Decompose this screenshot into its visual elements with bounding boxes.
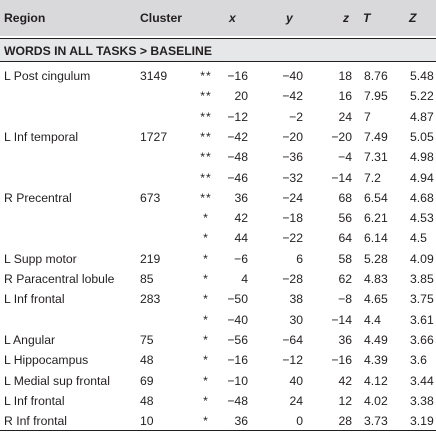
- cell-region: L Hippocampus: [4, 353, 89, 367]
- cell-y: −24: [282, 191, 303, 205]
- cell-significance: **: [200, 171, 212, 185]
- cell-significance: *: [203, 414, 209, 428]
- section-bottom-rule: [0, 61, 436, 62]
- cell-y: 0: [296, 414, 303, 428]
- cell-significance: **: [200, 191, 212, 205]
- cell-x: 44: [234, 231, 248, 245]
- cell-z: 58: [338, 252, 352, 266]
- cell-cluster: 85: [140, 272, 154, 286]
- cell-significance: **: [200, 150, 212, 164]
- cell-T: 4.02: [364, 394, 388, 408]
- cell-significance: *: [203, 313, 209, 327]
- cell-cluster: 48: [140, 353, 154, 367]
- cell-cluster: 69: [140, 374, 154, 388]
- cell-Z: 3.6: [410, 353, 427, 367]
- cell-region: L Supp motor: [4, 252, 77, 266]
- cell-Z: 4.87: [410, 110, 434, 124]
- cell-z: −16: [331, 353, 352, 367]
- cell-x: −16: [227, 353, 248, 367]
- cell-Z: 4.94: [410, 171, 434, 185]
- section-title: WORDS IN ALL TASKS > BASELINE: [4, 44, 212, 58]
- cell-y: −64: [282, 333, 303, 347]
- cell-T: 7: [364, 110, 371, 124]
- cell-y: −36: [282, 150, 303, 164]
- header-region: Region: [4, 11, 46, 25]
- cell-T: 6.14: [364, 231, 388, 245]
- cell-z: 64: [338, 231, 352, 245]
- cell-x: −10: [227, 374, 248, 388]
- cell-significance: *: [203, 394, 209, 408]
- cell-x: −40: [227, 313, 248, 327]
- cell-Z: 4.53: [410, 211, 434, 225]
- cell-y: −32: [282, 171, 303, 185]
- cell-x: 36: [234, 414, 248, 428]
- cell-significance: *: [203, 252, 209, 266]
- cell-z: 12: [338, 394, 352, 408]
- cell-x: −50: [227, 292, 248, 306]
- cell-y: −28: [282, 272, 303, 286]
- cell-T: 4.49: [364, 333, 388, 347]
- cell-z: 56: [338, 211, 352, 225]
- cell-region: L Inf frontal: [4, 394, 65, 408]
- cell-significance: *: [203, 353, 209, 367]
- cell-Z: 3.44: [410, 374, 434, 388]
- cell-significance: *: [203, 333, 209, 347]
- cell-significance: **: [200, 130, 212, 144]
- cell-T: 4.65: [364, 292, 388, 306]
- cell-cluster: 673: [140, 191, 161, 205]
- cell-x: 42: [234, 211, 248, 225]
- cell-x: −16: [227, 69, 248, 83]
- cell-z: −8: [338, 292, 352, 306]
- cell-Z: 3.75: [410, 292, 434, 306]
- cell-z: 42: [338, 374, 352, 388]
- cell-T: 4.39: [364, 353, 388, 367]
- cell-y: −22: [282, 231, 303, 245]
- cell-z: −20: [331, 130, 352, 144]
- cell-significance: *: [203, 374, 209, 388]
- cell-z: −14: [331, 171, 352, 185]
- cell-Z: 3.85: [410, 272, 434, 286]
- cell-Z: 4.68: [410, 191, 434, 205]
- cell-x: −6: [234, 252, 248, 266]
- cell-y: −20: [282, 130, 303, 144]
- cell-cluster: 219: [140, 252, 161, 266]
- cell-Z: 4.5: [410, 231, 427, 245]
- cell-Z: 4.98: [410, 150, 434, 164]
- cell-y: 6: [296, 252, 303, 266]
- cell-region: L Angular: [4, 333, 56, 347]
- cell-Z: 4.09: [410, 252, 434, 266]
- cell-y: −42: [282, 89, 303, 103]
- cell-y: −2: [289, 110, 303, 124]
- cell-region: L Medial sup frontal: [4, 374, 110, 388]
- cell-T: 4.4: [364, 313, 381, 327]
- cell-T: 7.95: [364, 89, 388, 103]
- table-header: [0, 0, 436, 36]
- cell-z: 68: [338, 191, 352, 205]
- cell-cluster: 48: [140, 394, 154, 408]
- header-cluster: Cluster: [140, 11, 182, 25]
- cell-Z: 5.05: [410, 130, 434, 144]
- cell-cluster: 75: [140, 333, 154, 347]
- cell-cluster: 3149: [140, 69, 168, 83]
- cell-Z: 5.48: [410, 69, 434, 83]
- cell-significance: **: [200, 69, 212, 83]
- cell-significance: *: [203, 292, 209, 306]
- table-bottom-rule: [0, 430, 436, 431]
- cell-z: 16: [338, 89, 352, 103]
- cell-z: 62: [338, 272, 352, 286]
- cell-T: 6.21: [364, 211, 388, 225]
- cell-Z: 3.19: [410, 414, 434, 428]
- cell-Z: 3.61: [410, 313, 434, 327]
- cell-y: −40: [282, 69, 303, 83]
- cell-region: L Post cingulum: [4, 69, 91, 83]
- cell-cluster: 1727: [140, 130, 168, 144]
- cell-T: 7.2: [364, 171, 381, 185]
- cell-y: −18: [282, 211, 303, 225]
- header-x: x: [229, 11, 236, 25]
- cell-x: −48: [227, 394, 248, 408]
- cell-x: −42: [227, 130, 248, 144]
- cell-T: 7.49: [364, 130, 388, 144]
- cell-x: −56: [227, 333, 248, 347]
- cell-T: 6.54: [364, 191, 388, 205]
- cell-T: 5.28: [364, 252, 388, 266]
- cell-significance: **: [200, 110, 212, 124]
- cell-x: −46: [227, 171, 248, 185]
- header-Z: Z: [409, 11, 417, 25]
- cell-y: 38: [289, 292, 303, 306]
- cell-x: −12: [227, 110, 248, 124]
- cell-Z: 3.38: [410, 394, 434, 408]
- cell-T: 4.83: [364, 272, 388, 286]
- cell-T: 3.73: [364, 414, 388, 428]
- cell-z: −4: [338, 150, 352, 164]
- header-T: T: [363, 11, 371, 25]
- cell-region: R Precentral: [4, 191, 72, 205]
- header-z: z: [343, 11, 350, 25]
- cell-T: 4.12: [364, 374, 388, 388]
- cell-significance: **: [200, 89, 212, 103]
- cell-region: L Inf frontal: [4, 292, 65, 306]
- cell-y: 30: [289, 313, 303, 327]
- cell-y: 24: [289, 394, 303, 408]
- cell-z: −14: [331, 313, 352, 327]
- cell-T: 8.76: [364, 69, 388, 83]
- cell-Z: 3.66: [410, 333, 434, 347]
- cell-x: −48: [227, 150, 248, 164]
- cell-y: −12: [282, 353, 303, 367]
- cell-x: 4: [241, 272, 248, 286]
- cell-z: 36: [338, 333, 352, 347]
- header-y: y: [286, 11, 293, 25]
- cell-region: L Inf temporal: [4, 130, 79, 144]
- cell-region: R Inf frontal: [4, 414, 67, 428]
- cell-significance: *: [203, 272, 209, 286]
- cell-x: 20: [234, 89, 248, 103]
- cell-z: 28: [338, 414, 352, 428]
- cell-cluster: 10: [140, 414, 154, 428]
- cell-significance: *: [203, 211, 209, 225]
- cell-region: R Paracentral lobule: [4, 272, 115, 286]
- cell-significance: *: [203, 231, 209, 245]
- cell-x: 36: [234, 191, 248, 205]
- cell-z: 18: [338, 69, 352, 83]
- cell-Z: 5.22: [410, 89, 434, 103]
- cell-cluster: 283: [140, 292, 161, 306]
- cell-T: 7.31: [364, 150, 388, 164]
- cell-y: 40: [289, 374, 303, 388]
- cell-z: 24: [338, 110, 352, 124]
